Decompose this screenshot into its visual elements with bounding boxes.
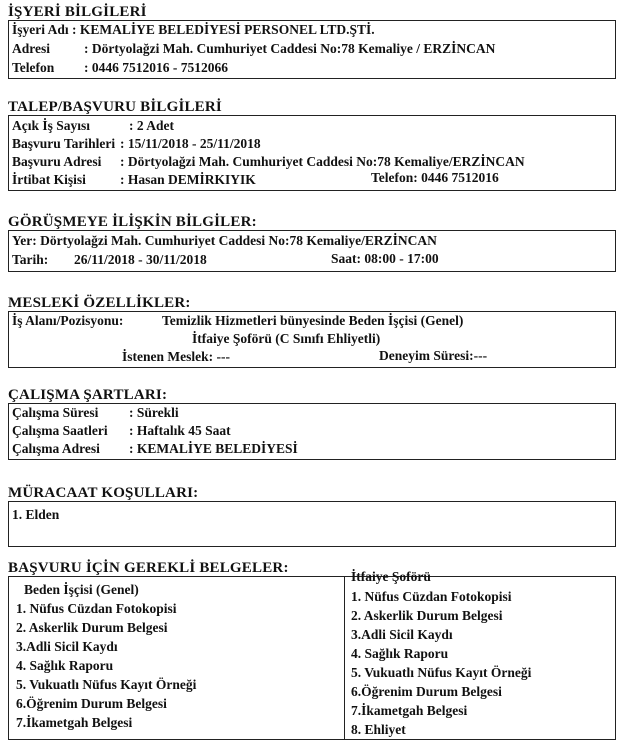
employer-name-row	[12, 22, 375, 37]
contact-row	[12, 172, 256, 187]
employer-address-label: Adresi	[12, 41, 51, 56]
interview-date-label: Tarih:	[12, 252, 49, 267]
left-item: 7.İkametgah Belgesi	[16, 715, 133, 730]
left-item: 6.Öğrenim Durum Belgesi	[16, 696, 167, 711]
interview-title: GÖRÜŞMEYE İLİŞKİN BİLGİLER:	[8, 214, 257, 230]
open-jobs-value: : 2 Adet	[129, 118, 174, 133]
field-value-2: İtfaiye Şoförü (C Sınıfı Ehliyetli)	[192, 331, 381, 346]
profession-section	[8, 295, 616, 368]
documents-title: BAŞVURU İÇİN GEREKLİ BELGELER:	[8, 560, 289, 576]
employer-name-label: İşyeri Adı	[12, 22, 69, 37]
work-address-row	[12, 441, 298, 456]
conditions-title: ÇALIŞMA ŞARTLARI:	[8, 387, 168, 403]
duration-value: : Sürekli	[129, 405, 179, 420]
left-item: 1. Nüfus Cüzdan Fotokopisi	[16, 601, 177, 616]
employer-box	[8, 20, 616, 79]
left-item: 3.Adli Sicil Kaydı	[16, 639, 118, 654]
experience-row	[379, 348, 487, 363]
right-item: 4. Sağlık Raporu	[351, 646, 449, 661]
right-item: 3.Adli Sicil Kaydı	[351, 627, 453, 642]
application-box	[8, 115, 616, 191]
right-item: 7.İkametgah Belgesi	[351, 703, 468, 718]
documents-box	[8, 569, 616, 740]
right-heading: İtfaiye Şoförü	[351, 569, 431, 584]
left-item: 5. Vukuatlı Nüfus Kayıt Örneği	[16, 677, 197, 692]
documents-divider	[344, 577, 345, 739]
employer-address-value: : Dörtyolağzi Mah. Cumhuriyet Caddesi No:78 Kemaliye / ERZİNCAN	[84, 41, 496, 56]
application-address-label: Başvuru Adresi	[12, 154, 102, 169]
hours-label: Çalışma Saatleri	[12, 423, 108, 438]
conditions-section	[8, 387, 616, 460]
terms-item: 1. Elden	[12, 507, 60, 522]
wanted-label: İstenen Meslek:	[122, 349, 214, 364]
hours-value: : Haftalık 45 Saat	[129, 423, 231, 438]
application-section	[8, 99, 616, 191]
terms-box	[8, 501, 616, 547]
experience-value: ---	[473, 348, 488, 363]
wanted-value: ---	[216, 349, 230, 364]
dates-label: Başvuru Tarihleri	[12, 136, 116, 151]
contact-value: : Hasan DEMİRKIYIK	[120, 172, 256, 187]
conditions-box	[8, 403, 616, 460]
interview-time: Saat: 08:00 - 17:00	[331, 251, 439, 266]
right-item: 6.Öğrenim Durum Belgesi	[351, 684, 502, 699]
interview-box	[8, 230, 616, 272]
duration-label: Çalışma Süresi	[12, 405, 99, 420]
interview-section	[8, 214, 616, 272]
interview-place: Yer: Dörtyolağzi Mah. Cumhuriyet Caddesi No:78 Kemaliye/ERZİNCAN	[12, 233, 437, 248]
duration-row	[12, 405, 179, 420]
employer-phone-label: Telefon	[12, 60, 55, 75]
employer-title: İŞYERİ BİLGİLERİ	[8, 4, 147, 20]
experience-label: Deneyim Süresi:	[379, 348, 474, 363]
wanted-row	[122, 349, 230, 364]
dates-value: : 15/11/2018 - 25/11/2018	[120, 136, 261, 151]
terms-title: MÜRACAAT KOŞULLARI:	[8, 485, 199, 501]
application-address-value: : Dörtyolağzi Mah. Cumhuriyet Caddesi No:78 Kemaliye/ERZİNCAN	[120, 154, 525, 169]
field-label: İş Alanı/Pozisyonu:	[12, 313, 124, 328]
right-item: 5. Vukuatlı Nüfus Kayıt Örneği	[351, 665, 532, 680]
work-address-value: : KEMALİYE BELEDİYESİ	[129, 441, 298, 456]
right-item: 8. Ehliyet	[351, 722, 406, 737]
employer-phone-row	[12, 60, 228, 75]
profession-box	[8, 311, 616, 368]
contact-phone: Telefon: 0446 7512016	[371, 170, 499, 185]
employer-name-value: : KEMALİYE BELEDİYESİ PERSONEL LTD.ŞTİ.	[72, 22, 375, 37]
left-item: 2. Askerlik Durum Belgesi	[16, 620, 168, 635]
application-address-row	[12, 154, 525, 169]
right-item: 2. Askerlik Durum Belgesi	[351, 608, 503, 623]
profession-title: MESLEKİ ÖZELLİKLER:	[8, 295, 191, 311]
interview-date-value: 26/11/2018 - 30/11/2018	[74, 252, 207, 267]
left-heading: Beden İşçisi (Genel)	[24, 582, 139, 597]
right-item: 1. Nüfus Cüzdan Fotokopisi	[351, 589, 512, 604]
field-value-1: Temizlik Hizmetleri bünyesinde Beden İşçisi (Genel)	[162, 313, 464, 328]
interview-date-row	[12, 252, 207, 267]
employer-section	[8, 4, 616, 79]
left-item: 4. Sağlık Raporu	[16, 658, 114, 673]
open-jobs-label: Açık İş Sayısı	[12, 118, 91, 133]
employer-address-row	[12, 41, 495, 56]
contact-label: İrtibat Kişisi	[12, 172, 86, 187]
application-title: TALEP/BAŞVURU BİLGİLERİ	[8, 99, 222, 115]
documents-section	[8, 560, 616, 740]
terms-section	[8, 485, 616, 547]
open-jobs-row	[12, 118, 174, 133]
hours-row	[12, 423, 231, 438]
work-address-label: Çalışma Adresi	[12, 441, 100, 456]
dates-row	[12, 136, 261, 151]
employer-phone-value: : 0446 7512016 - 7512066	[84, 60, 228, 75]
